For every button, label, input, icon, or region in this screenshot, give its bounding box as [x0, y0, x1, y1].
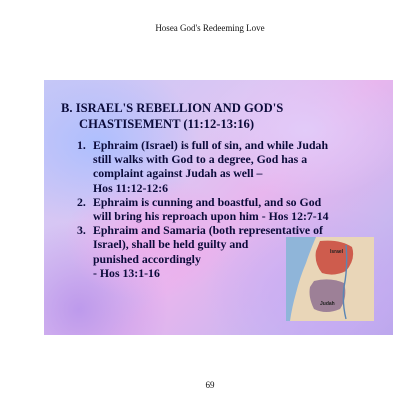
point-line: Hos 11:12-12:6 [93, 180, 169, 195]
point-line: still walks with God to a degree, God has a [93, 152, 308, 167]
point-line: will bring his reproach upon him - Hos 12:7-14 [93, 209, 329, 224]
point-line: Ephraim and Samaria (both representative of [93, 223, 323, 238]
map-graphic [286, 237, 374, 321]
israel-judah-map [286, 237, 374, 321]
map-label-israel: Israel [330, 249, 344, 255]
page-number: 69 [205, 380, 215, 390]
point-line: Israel), shall be held guilty and [93, 237, 249, 252]
point-line: - Hos 13:1-16 [93, 265, 160, 280]
point-text [93, 138, 391, 195]
map-judah-region [310, 279, 346, 312]
slide-image [44, 80, 393, 335]
point-number: 1. [77, 138, 86, 152]
point-line: Ephraim (Israel) is full of sin, and while Judah [93, 138, 328, 152]
point-line: Ephraim is cunning and boastful, and so God [93, 194, 322, 209]
point-number: 3. [77, 223, 86, 238]
slide-point-2 [77, 195, 391, 223]
point-line: complaint against Judah as well – [93, 166, 263, 181]
slide-heading [61, 101, 391, 132]
map-label-judah: Judah [320, 301, 335, 307]
point-line: punished accordingly [93, 251, 201, 266]
slide-heading-line-2: CHASTISEMENT (11:12-13:16) [79, 116, 255, 131]
point-number: 2. [77, 194, 86, 209]
slide-point-1 [77, 138, 391, 195]
point-text [93, 195, 391, 223]
slide-heading-line-1: B. ISRAEL'S REBELLION AND GOD'S [61, 101, 284, 115]
document-header-title: Hosea God's Redeeming Love [155, 23, 265, 33]
